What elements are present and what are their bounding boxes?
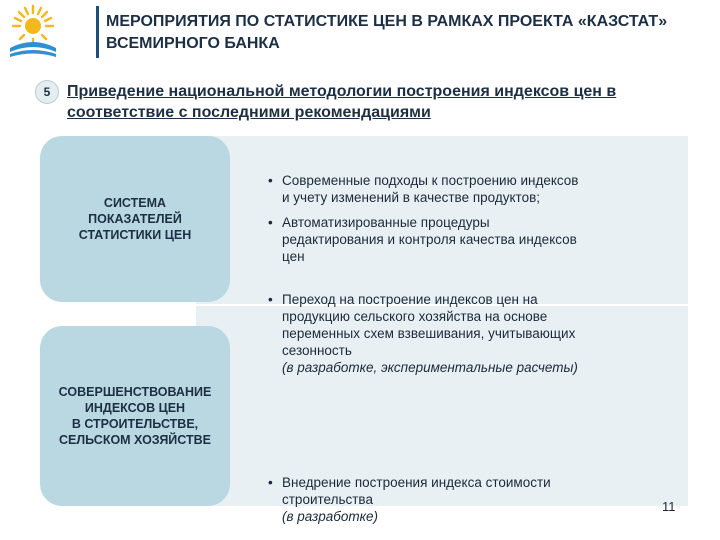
section-title-line-1: Приведение национальной методологии построения индексов цен в (67, 83, 617, 100)
box-2-line-4: СЕЛЬСКОМ ХОЗЯЙСТВЕ (58, 433, 211, 447)
bullet-3-line-1: • Переход на построение индексов цен на (282, 292, 538, 307)
bullet-1-line-1: • Современные подходы к построению индексов (282, 173, 579, 188)
box-2-line-1: СОВЕРШЕНСТВОВАНИЕ (58, 385, 212, 399)
bullet-item-2 (268, 214, 668, 265)
bullet-4-note: (в разработке) (282, 509, 379, 524)
sun-emblem-icon (4, 2, 62, 60)
header-accent-bar (96, 6, 99, 58)
page-title (106, 11, 711, 55)
bullet-1-line-2: и учету изменений в качестве продуктов; (282, 190, 541, 205)
page-title-line-2: ВСЕМИРНОГО БАНКА (106, 35, 280, 52)
box-price-statistics-system (40, 136, 230, 302)
box-price-index-improvement (40, 326, 230, 506)
box-2-line-2: ИНДЕКСОВ ЦЕН (84, 401, 186, 415)
box-1-line-2: ПОКАЗАТЕЛЕЙ (88, 212, 182, 226)
page-title-line-1: МЕРОПРИЯТИЯ ПО СТАТИСТИКЕ ЦЕН В РАМКАХ ПРОЕКТА «КАЗСТАТ» (106, 13, 668, 30)
bullet-item-3 (268, 291, 678, 376)
box-1-line-3: СТАТИСТИКИ ЦЕН (78, 228, 192, 242)
bullet-3-line-2: продукцию сельского хозяйства на основе (282, 309, 548, 324)
bullet-4-line-1: • Внедрение построения индекса стоимости (282, 475, 551, 490)
section-number-badge: 5 (35, 80, 59, 104)
bullet-2-line-1: • Автоматизированные процедуры (282, 215, 490, 230)
bullet-item-4 (268, 474, 638, 525)
bullet-3-line-3: переменных схем взвешивания, учитывающих (282, 326, 576, 341)
box-1-line-1: СИСТЕМА (103, 196, 167, 210)
bullet-3-note: (в разработке, экспериментальные расчеты) (282, 360, 578, 375)
box-2-line-3: В СТРОИТЕЛЬСТВЕ, (71, 417, 199, 431)
page-number: 11 (662, 499, 676, 514)
section-title (67, 81, 692, 123)
bullet-2-line-3: цен (282, 249, 305, 264)
bullet-3-line-4: сезонность (282, 343, 352, 358)
bullet-4-line-2: строительства (282, 492, 373, 507)
section-title-line-2: соответствие с последними рекомендациями (67, 104, 431, 121)
bullet-2-line-2: редактирования и контроля качества индексов (282, 232, 577, 247)
bullet-item-1 (268, 172, 668, 206)
